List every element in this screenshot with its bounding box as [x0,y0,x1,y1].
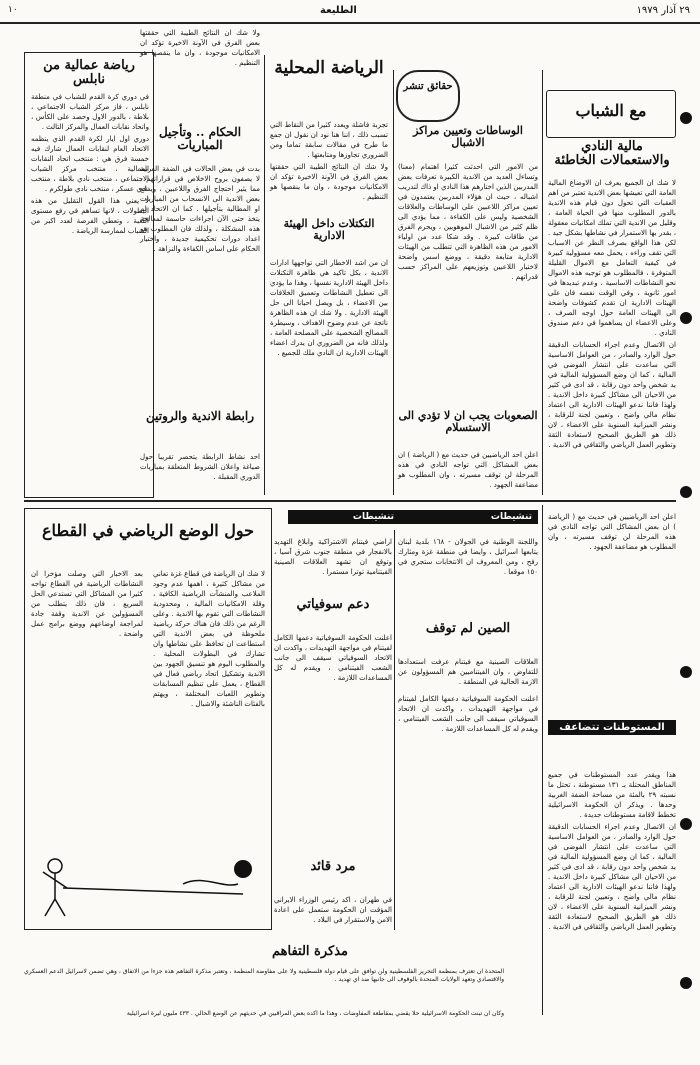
binding-hole-icon [680,112,692,124]
nablus-box [24,52,154,498]
column-rule [542,505,543,1015]
league-headline: رابطة الاندية والروتين [146,409,254,423]
nablus-article [31,92,149,236]
league-article [140,452,260,496]
nablus-body-2: دوري اول ايار لكرة القدم الذي ينظمه الاتحاد العام لنقابات العمال شارك فيه خمسة فرق هي : منتخب اتحاد النقابات العمالية ، منتخب مركز الشباب الاجتماعي ، منتخب نادي بلاطة ، منتخب نادي عسكر ، منتخب نادي طولكرم . [31,135,149,194]
difficulties-article [398,450,538,496]
page-header [0,0,700,24]
gaza-situation-headline: حول الوضع الرياضي في القطاع [41,521,255,540]
local-sports-title: الرياضة المحلية [274,58,384,78]
binding-hole-icon [680,977,692,989]
memo-article [24,968,504,1008]
binding-hole-icon [680,818,692,830]
issue-date: ٢٩ آذار ١٩٧٩ [636,5,690,16]
nablus-body-3: لا يعني هذا القول التقليل من هذه البطولات ، لانها تساهم في رفع مستوى اللعبة ، وتعطي الفرصة لعدد اكبر من الشباب لممارسة الرياضة . [31,197,149,236]
china-headline: الصين لم توقف [425,621,511,636]
column-rule [264,55,265,495]
facts-label-box [396,70,460,122]
spotlight-text-2: اراضي فيتنام الاشتراكية وابلاغ التهديد بالانفجار في منطقة جنوب شرق آسيا ، وتوقع ان تشهد العلاقات الصينية الفيتنامية توترا مستمرا . [274,538,392,576]
china-body: العلاقات الصينية مع فيتنام عرفت استعدادها للتفاوض ، وان الفيتناميين هم المسؤولون عن الازمة الحالية في المنطقة . [398,658,538,686]
soviet-article [274,626,392,846]
blocs-headline: التكتلات داخل الهيئة الادارية [283,217,375,242]
youth-body: لا شك ان الجميع يعرف ان الاوضاع المالية العامة التي تعيشها بعض الاندية تعتبر من اهم العقبات التي تحول دون قيام هذه الاندية بالدور المطلوب منها في الحياة العامة ، وقليل من الاندية التي تملك امكانيات معقولة ، بقدر بها الاستمرار في نشاطها بشكل جيد . لكن هذا الواقع بصرف النظر عن الاسباب التي تقف وراءه ، يحمل معه مسؤولية كبيرة في كيفية التعامل مع الاموال القليلة المتوفرة ، فالمطلوب هو توجيه هذه الاموال نحو النشاطات الاساسية ، وعدم تبديدها في امور ثانوية ، وفي الوقت نفسه فان على الهيئات الادارية ان تقدم كشوفات واضحة الى الهيئات العامة حول اوجه الصرف ، وعلى الاعضاء ان يساهموا في دعم صندوق النادي . [548,179,676,337]
column-rule [393,70,394,495]
settlements-article [548,770,676,1010]
youth-body-2: ان الاتصال وعدم اجراء الحسابات الدقيقة حول الوارد والصادر ، من العوامل الاساسية التي ساعدت على انتشار الفوضى في المالية ، كما ان وضع المسؤولية المالية في يد شخص واحد دون رقابة ، قد ادى في كثير من الاحيان الى مشاكل كبيرة داخل الاندية . ولهذا فاننا ندعو الهيئات الادارية الى اعتماد نظام مالي واضح ، وتعيين لجنة للرقابة ، ونشر الميزانية السنوية على الاعضاء ، لان ذلك هو الطريق الصحيح لاستعادة الثقة وتطوير العمل الرياضي والثقافي في الاندية . [548,341,676,449]
facts-headline: الوساطات وتعيين مراكز الاشبال [413,124,523,149]
local-sports-body: تجربة فاشلة ويعدد كثيرا من النقاط التي تسبب ذلك ، اننا هنا نود ان نقول ان جمع ما طرح في مقالات سابقة تماما ومن الضروري تجاوزها ومتابعتها . [270,121,388,159]
youth-body-repeat: ان الاتصال وعدم اجراء الحسابات الدقيقة حول الوارد والصادر ، من العوامل الاساسية التي ساعدت على انتشار الفوضى في المالية ، كما ان وضع المسؤولية المالية في يد شخص واحد دون رقابة ، قد ادى في كثير من الاحيان الى مشاكل كبيرة داخل الاندية . ولهذا فاننا ندعو الهيئات الادارية الى اعتماد نظام مالي واضح ، وتعيين لجنة للرقابة ، ونشر الميزانية السنوية على الاعضاء ، لان ذلك هو الطريق الصحيح لاستعادة الثقة وتطوير العمل الرياضي والثقافي في الاندية . [548,823,676,931]
binding-hole-icon [680,312,692,324]
footer-article [24,1010,504,1040]
page-number: ١٠ [8,5,18,15]
soviet-body: اعلنت الحكومة السوفياتية دعمها الكامل لفيتنام في مواجهة التهديدات ، واكدت ان الاتحاد السوفياتي سيقف الى جانب الشعب الفيتنامي ، ويقدم له كل المساعدات اللازمة . [274,634,392,682]
gaza-situation-body-2: بعد الاخبار التي وصلت مؤخرا ان النشاطات الرياضية في القطاع تواجه كثيرا من المشاكل التي تستدعي الحل السريع ، فان ذلك يتطلب من المسؤولين عن الاندية وقفة جادة لمراجعة اوضاعهم ووضع برامج عمل واضحة . [31,570,143,638]
newspaper-name: الطليعة [320,5,357,16]
murder-article [274,888,392,928]
local-intro-text: ولا شك ان النتائج الطيبة التي حققتها بعض الفرق في الآونة الاخيرة تؤكد ان الامكانيات موجودة ، وان ما ينقصها هو التنظيم . [140,29,260,67]
spotlight-col-2 [274,530,392,576]
china-article [398,650,538,910]
nablus-body: في دوري كرة القدم للشباب في منطقة نابلس ، فاز مركز الشباب الاجتماعي ، بلاطة ، بالدور الاول وحصد على الكأس ، واتحاد نقابات العمال والمركز التالث . [31,93,149,132]
nablus-headline: رياضة عمالية من نابلس [43,58,135,87]
referees-article [140,164,260,404]
binding-hole-icon [680,486,692,498]
footer-text: وكان ان تبنت الحكومة الاسرائيلية حلا يقضي بمقاطعة المفاوضات ، وهذا ما اكده بعض المراقبين في حديثهم عن الوضع الحالي . ٤٣٣ مليون ليرة اسرائيلية [126,1010,504,1017]
youth-label-box [546,90,676,138]
spotlight-tag: تنشيطات [396,510,538,524]
youth-headline: مالية النادي والاستعمالات الخاطئة [554,139,670,168]
memo-body: المتحدة ان تعترف بمنظمة التحرير الفلسطينية ولن توافق على قيام دولة فلسطينية ولا على مفاوضة المنظمة ، وتعتبر مذكرة التفاهم هذه جزءا من الاتفاق ، وهي تضمن لاسرائيل الدعم العسكري والاقتصادي وتعهد الولايات المتحدة بالوقوف الى جانبها ضد اي تهديد . [24,968,504,983]
column-rule [542,70,543,495]
youth-label: مع الشباب [575,101,647,120]
gaza-situation-col-2 [31,569,143,869]
referees-intro [140,28,260,120]
column-rule [394,530,395,930]
gaza-situation-body: لا شك ان الرياضة في قطاع غزة تعاني من مشاكل كثيرة ، اهمها عدم وجود الملاعب والمنشآت الرياضية الكافية ، وقلة الامكانيات المالية ، ومحدودية النشاطات التي تقوم بها الاندية . وعلى الرغم من ذلك فان هناك حركة رياضية ملحوظة في بعض الاندية التي استطاعت ان تحافظ على نشاطها وان تشارك في البطولات المحلية . والمطلوب اليوم هو تنسيق الجهود بين الاندية وتشكيل اتحاد رياضي فعال في القطاع ، يعمل على تنظيم المسابقات وتطوير اللعبات المختلفة ، ويهتم بالفئات الناشئة والاشبال . [153,570,265,708]
gaza-situation-box [24,508,272,930]
soviet-body-repeat: اعلنت الحكومة السوفياتية دعمها الكامل لفيتنام في مواجهة التهديدات ، واكدت ان الاتحاد السوفياتي سيقف الى جانب الشعب الفيتنامي ، ويقدم له كل المساعدات اللازمة . [398,695,538,733]
difficulties-body: اعلن احد الرياضيين في حديث مع ( الرياضة ) ان بعض المشاكل التي تواجه النادي في هذه المرحلة لن توقف مسيرته ، وان المطلوب هو مضاعفة الجهود . [398,451,538,489]
settlements-body: هذا ويقدر عدد المستوطنات في جميع المناطق المحتلة بـ ١٣١ مستوطنة ، تحتل ما نسبته ٢٩ بالمئة من مساحة الضفة الغربية وحدها . ويذكر ان الحكومة الاسرائيلية تخطط لاقامة مستوطنات جديدة . [548,771,676,819]
facts-label: حقائق تنشر [403,81,453,92]
murder-headline: مرد قائد [310,859,356,874]
difficulties-headline: الصعوبات يجب ان لا تؤدي الى الاستسلام [398,409,538,434]
gaza-situation-col-1 [153,569,265,869]
cartoon-illustration [33,854,263,924]
spotlight-tag-2: تنشيطات [288,510,400,524]
youth-continued-text: اعلن احد الرياضيين في حديث مع ( الرياضة ) ان بعض المشاكل التي تواجه النادي في هذه المرحلة لن توقف مسيرته ، وان المطلوب هو مضاعفة الجهود . [548,513,676,551]
facts-article [398,162,538,406]
spotlight-col-1 [398,530,538,615]
binding-hole-icon [680,666,692,678]
blocs-body: ان من اشد الاخطار التي تواجهها ادارات الاندية ، بكل تاكيد هي ظاهرة التكتلات داخل الهيئة الادارية نفسها ، وهذا ما يؤدي الى تعطيل النشاطات وتعميق الخلافات بين الاعضاء ، بل ويصل احيانا الى حل الهيئة الادارية . ولا شك ان هذه الظاهرة ناتجة عن عدم وضوح الاهداف ، وسيطرة المصالح الشخصية على المصلحة العامة ، ولذلك فانه من الضروري ان يدرك اعضاء الهيئات الادارية ان النادي ملك للجميع . [270,259,388,357]
blocs-article [270,258,388,496]
youth-continuation [548,512,676,712]
referees-body: بدت في بعض الحالات في الضفة الغربية لا يصفون بروح الاخلاص في قراراتهم ، مما يثير احتجاج الفرق واللاعبين ، ويدفع بعض الاندية الى الانسحاب من المباريات او المطالبة بتأجيلها . كما ان الاتحاد لم يتخذ حتى الآن اجراءات حاسمة لمعالجة هذه المشكلة ، ولذلك فان المطلوب هو اعداد دورات تحكيمية جديدة ، واختيار الحكام على اساس الكفاءة والنزاهة . [140,165,260,253]
local-sports-article [270,120,388,210]
settlements-tag: المستوطنات تتضاعف [548,720,676,735]
league-body: احد نشاط الرابطة يتحصر تقريبا حول صياغة واعلان الشروط المتعلقة بمباريات الدوري المقبلة . [140,453,260,481]
murder-body: في طهران ، اكد رئيس الوزراء الايراني المؤقت ان الحكومة ستعمل على اعادة الامن والاستقرار في البلاد . [274,896,392,924]
star-icon [234,860,252,878]
spotlight-text-1: واللجنة الوطنية في الجولان - ١٦٨ بلدية لبنان يتابعها اسرائيل ، وايضا في منطقة غزة ومثارك رفح ، ومن المعروف ان الانتخابات ستجري في ١٥٠ موقعا . [398,538,538,576]
facts-body: من الامور التي احدثت كثيرا اهتمام (معنا) وتساءل العديد من الاندية الكبيرة تعرفات بعض المدربين الذين اختارهم هذا النادي او ذاك لتدريب اشباله ، حيث ان هؤلاء المدربين يعتمدون في تعيين مراكز اللاعبين على الوساطات والعلاقات الشخصية وليس على الكفاءة ، مما يؤدي الى ظلم كثير من الاشبال الموهوبين ، ويحرم الفرق من طاقات كبيرة . وقد شكا عدد من اولياء الامور من هذه الظاهرة التي تتطلب من الهيئات الادارية متابعة دقيقة ، ووضع اسس واضحة لاختيار اللاعبين وتوزيعهم على المراكز حسب قدراتهم . [398,163,538,281]
referees-headline: الحكام .. وتأجيل المباريات [158,125,242,152]
local-sports-body-2: ولا شك ان النتائج الطيبة التي حققتها بعض الفرق في الآونة الاخيرة تؤكد ان الامكانيات موجودة ، وان ما ينقصها هو التنظيم . [270,163,388,201]
memo-headline: مذكرة التفاهم [271,944,349,959]
section-divider [24,500,676,502]
soviet-headline: دعم سوفياتي [296,597,370,612]
